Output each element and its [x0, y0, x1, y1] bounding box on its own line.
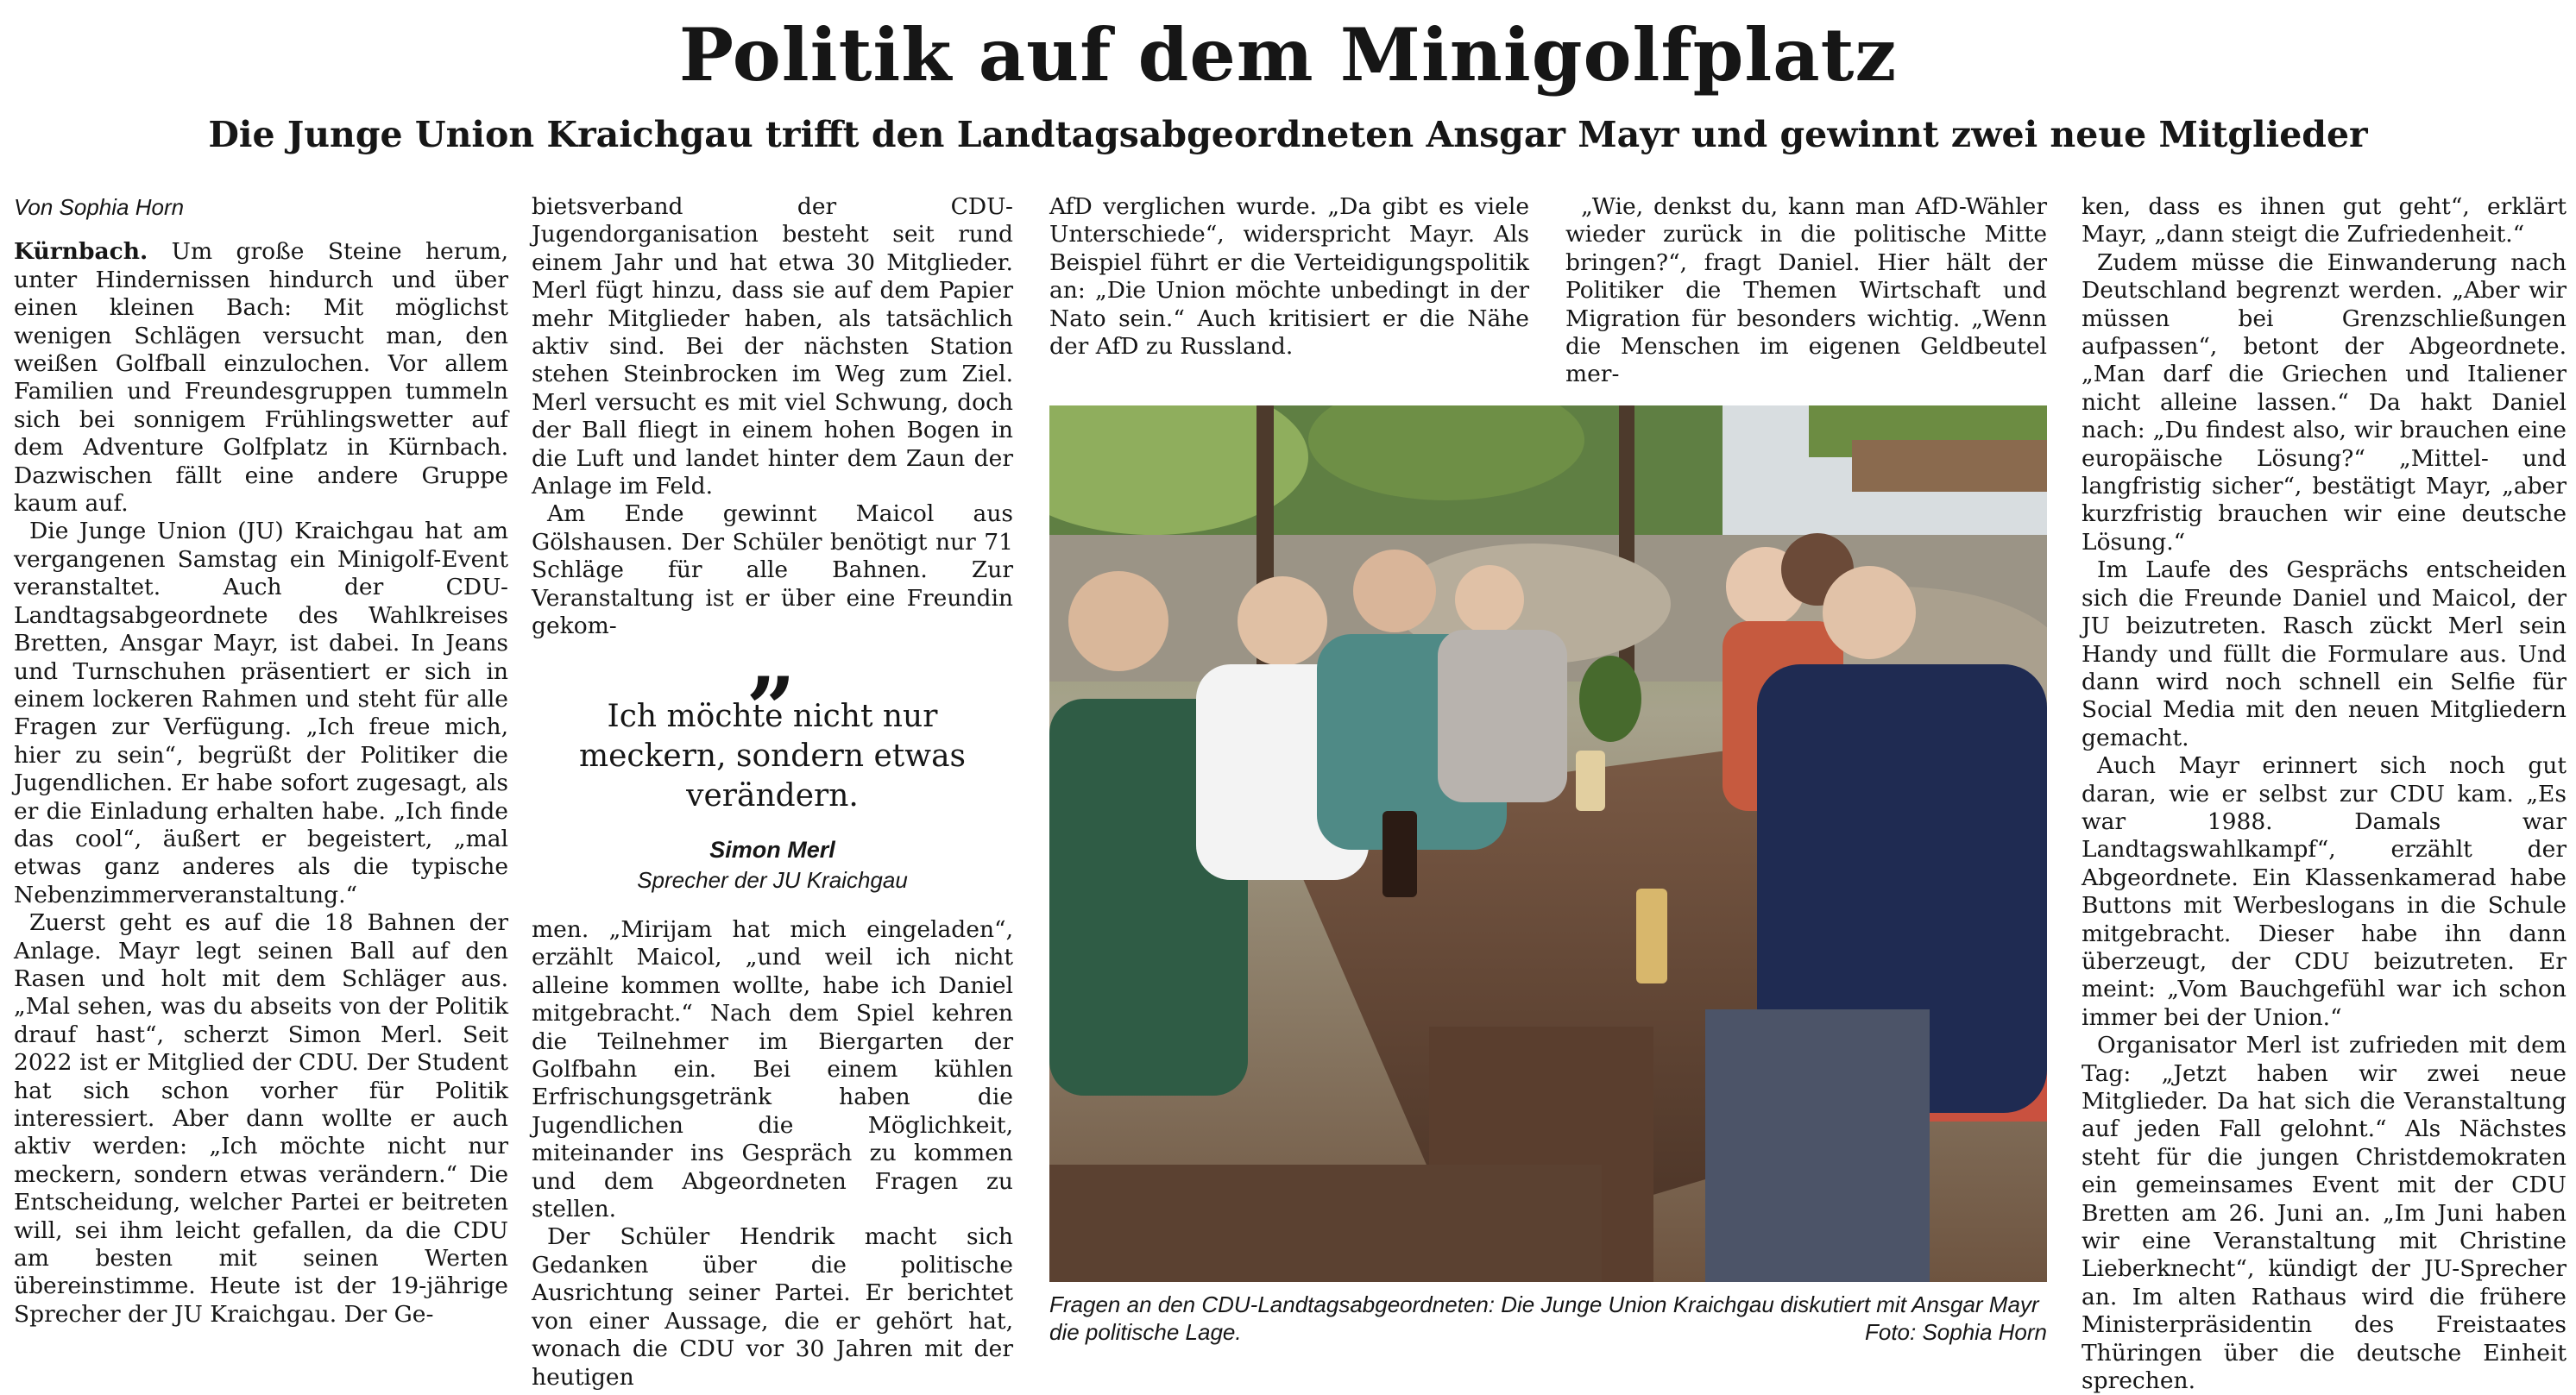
paragraph: Der Schüler Hendrik macht sich Gedanken über die politische Ausrichtung seiner Partei. Er berichtet von einer Aussage, die er gehört hat, wonach die CDU vor 30 Jahren mit der heutigen: [532, 1223, 1013, 1391]
quote-mark-icon: „: [747, 608, 797, 710]
quote-role: Sprecher der JU Kraichgau: [637, 867, 908, 893]
paragraph-text: Um große Steine herum, unter Hindernissen hindurch und über einen kleinen Bach: Mit möglichst wenigen Schlägen versucht man, den weißen Golfball einzulochen. Vor allem Familien und Freundesgruppen tummeln sich bei sonnigem Frühlingswetter auf dem Adventure Golfplatz in Kürnbach. Dazwischen fällt eine andere Gruppe kaum auf.: [14, 238, 508, 518]
photo-credit: Foto: Sophia Horn: [1864, 1319, 2047, 1345]
byline: Von Sophia Horn: [14, 194, 185, 220]
paragraph: men. „Mirijam hat mich eingeladen“, erzählt Maicol, „und weil ich nicht alleine kommen wollte, habe ich Daniel mitgebracht.“ Nach dem Spiel kehren die Teilnehmer im Biergarten der Golfbahn ein. Bei einem kühlen Erfrischungsgetränk haben die Jugendlichen die Möglichkeit, miteinander ins Gespräch zu kommen und dem Abgeordneten Fragen zu stellen.: [532, 916, 1013, 1223]
article-column-4: [1565, 193, 2047, 389]
article-column-2: [532, 193, 1013, 641]
paragraph: „Wie, denkst du, kann man AfD-Wähler wieder zurück in die politische Mitte bringen?“, fragt Daniel. Hier hält der Politiker die Themen Wirtschaft und Migration für besonders wichtig. „Wenn die Menschen im eigenen Geldbeutel mer-: [1565, 193, 2047, 388]
paragraph: [14, 238, 508, 518]
article-column-5: [2082, 193, 2567, 1395]
paragraph: AfD verglichen wurde. „Da gibt es viele Unterschiede“, widerspricht Mayr. Als Beispiel führt er die Verteidigungspolitik an: „Die Union möchte unbedingt in der Nato sein.“ Auch kritisiert er die Nähe der AfD zu Russland.: [1049, 193, 1529, 361]
pull-quote: [532, 608, 1013, 918]
dateline: Kürnbach.: [14, 238, 148, 266]
paragraph: Die Junge Union (JU) Kraichgau hat am vergangenen Samstag ein Minigolf-Event veranstaltet. Auch der CDU-Landtagsabgeordnete des Wahlkreises Bretten, Ansgar Mayr, ist dabei. In Jeans und Turnschuhen präsentiert er sich in einem lockeren Rahmen und steht für alle Fragen zur Verfügung. „Ich freue mich, hier zu sein“, begrüßt der Politiker die Jugendlichen. Er habe sofort zugesagt, als er die Einladung erhalten habe. „Ich finde das cool“, äußert er begeistert, „mal etwas ganz anderes als die typische Nebenzimmerveranstaltung.“: [14, 518, 508, 908]
paragraph: bietsverband der CDU-Jugendorganisation besteht seit rund einem Jahr und hat etwa 30 Mitglieder. Merl fügt hinzu, dass sie auf dem Papier mehr Mitglieder haben, als tatsächlich aktiv sind. Bei der nächsten Station stehen Steinbrocken im Weg zum Ziel. Merl versucht es mit viel Schwung, doch der Ball fliegt in einem hohen Bogen in die Luft und landet hinter dem Zaun der Anlage im Feld.: [532, 193, 1013, 500]
article-column-1: [14, 193, 508, 1329]
paragraph: Zudem müsse die Einwanderung nach Deutschland begrenzt werden. „Aber wir müssen bei Grenzschließungen aufpassen“, betont der Abgeordnete. „Man darf die Griechen und Italiener nicht alleine lassen.“ Da hakt Daniel nach: „Du findest also, wir brauchen eine europäische Lösung?“ „Mittel- und langfristig sicher“, bestätigt Mayr, „aber kurzfristig brauchen wir eine deutsche Lösung.“: [2082, 248, 2567, 556]
paragraph: Im Laufe des Gesprächs entscheiden sich die Freunde Daniel und Maicol, der JU beizutreten. Rasch zückt Merl sein Handy und füllt die Formulare aus. Und dann wird noch schnell ein Selfie für Social Media mit den neuen Mitgliedern gemacht.: [2082, 556, 2567, 751]
quote-text: Ich möchte nicht nur meckern, sondern etwas verändern.: [578, 699, 967, 814]
paragraph: Organisator Merl ist zufrieden mit dem Tag: „Jetzt haben wir zwei neue Mitglieder. Da hat sich die Veranstaltung auf jeden Fall gelohnt.“ Als Nächstes steht für die jungen Christdemokraten ein gemeinsames Event mit der CDU Bretten am 26. Juni an. „Im Juni haben wir eine Veranstaltung mit Christine Lieberknecht“, kündigt der JU-Sprecher an. Im alten Rathaus wird die frühere Ministerpräsidentin des Freistaates Thüringen über die deutsche Einheit sprechen.: [2082, 1032, 2567, 1395]
article-column-2-continued: [532, 916, 1013, 1392]
quote-author: Simon Merl: [709, 837, 835, 863]
subheadline: Die Junge Union Kraichgau trifft den Landtagsabgeordneten Ansgar Mayr und gewinnt zwei neue Mitglieder: [208, 114, 2368, 155]
photo-caption-text: Fragen an den CDU-Landtagsabgeordneten: Die Junge Union Kraichgau diskutiert mit Ansgar Mayr die politische Lage.: [1049, 1291, 2039, 1345]
photo-caption: [1049, 1291, 2047, 1346]
paragraph: Auch Mayr erinnert sich noch gut daran, wie er selbst zur CDU kam. „Es war 1988. Damals war Landtagswahlkampf“, erzählt der Abgeordnete. Ein Klassenkamerad habe Buttons mit Werbeslogans in die Schule mitgebracht. Dieser habe ihn dann überzeugt, der CDU beizutreten. Er meint: „Vom Bauchgefühl war ich schon immer bei der Union.“: [2082, 752, 2567, 1031]
article-column-3: [1049, 193, 1529, 361]
headline: Politik auf dem Minigolfplatz: [678, 12, 1898, 97]
article-photo: [1049, 405, 2047, 1282]
paragraph: ken, dass es ihnen gut geht“, erklärt Mayr, „dann steigt die Zufriedenheit.“: [2082, 193, 2567, 248]
paragraph: Zuerst geht es auf die 18 Bahnen der Anlage. Mayr legt seinen Ball auf den Rasen und holt mit dem Schläger aus. „Mal sehen, was du abseits von der Politik drauf hast“, scherzt Simon Merl. Seit 2022 ist er Mitglied der CDU. Der Student hat sich schon vorher für Politik interessiert. Aber dann wollte er auch aktiv werden: „Ich möchte nicht nur meckern, sondern etwas verändern.“ Die Entscheidung, welcher Partei er beitreten will, sei ihm leicht gefallen, da die CDU am besten mit seinen Werten übereinstimme. Heute ist der 19-jährige Sprecher der JU Kraichgau. Der Ge-: [14, 909, 508, 1328]
paragraph: Am Ende gewinnt Maicol aus Gölshausen. Der Schüler benötigt nur 71 Schläge für alle Bahnen. Zur Veranstaltung ist er über eine Freundin gekom-: [532, 500, 1013, 640]
